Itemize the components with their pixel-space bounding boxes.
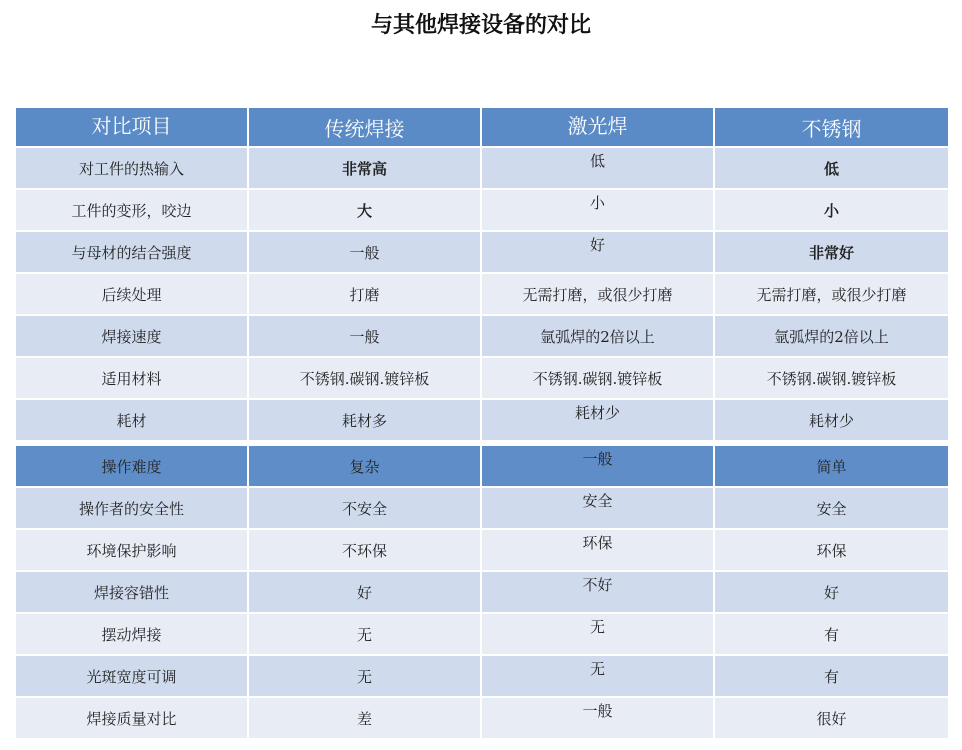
table-cell: 非常好 (808, 243, 854, 262)
table-row (16, 488, 948, 530)
table-cell: 小 (482, 190, 715, 230)
table-cell: 差 (249, 698, 482, 738)
table-cell: 一般 (249, 316, 482, 356)
table-cell: 很好 (816, 709, 847, 728)
table-row (16, 148, 948, 190)
table-cell: 不锈钢.碳钢.镀锌板 (249, 358, 482, 398)
table-row (16, 274, 948, 316)
table-cell: 操作者的安全性 (16, 488, 249, 528)
table-cell: 无需打磨，或很少打磨 (756, 285, 907, 304)
table-row (16, 698, 948, 740)
table-row (16, 358, 948, 400)
table-cell: 不安全 (249, 488, 482, 528)
comparison-table (16, 108, 948, 740)
table-cell: 低 (482, 148, 715, 188)
table-cell: 适用材料 (16, 358, 249, 398)
table-cell: 打磨 (249, 274, 482, 314)
table-cell: 后续处理 (16, 274, 249, 314)
table-cell: 环境保护影响 (16, 530, 249, 570)
table-cell: 焊接质量对比 (16, 698, 249, 738)
table-cell: 氩弧焊的2倍以上 (774, 327, 889, 346)
table-cell: 操作难度 (16, 446, 249, 486)
table-cell: 无需打磨，或很少打磨 (482, 274, 715, 314)
table-cell: 一般 (249, 232, 482, 272)
table-cell: 无 (249, 656, 482, 696)
table-cell: 小 (823, 201, 839, 220)
header-cell: 不锈钢 (801, 116, 862, 141)
table-cell: 一般 (482, 446, 715, 486)
table-cell: 与母材的结合强度 (16, 232, 249, 272)
table-row (16, 656, 948, 698)
table-cell: 对工件的热输入 (16, 148, 249, 188)
table-cell: 光斑宽度可调 (16, 656, 249, 696)
table-cell: 不环保 (249, 530, 482, 570)
table-cell: 好 (482, 232, 715, 272)
table-cell: 不锈钢.碳钢.镀锌板 (482, 358, 715, 398)
table-cell: 耗材 (16, 400, 249, 440)
table-cell: 好 (823, 583, 839, 602)
table-row (16, 190, 948, 232)
table-cell: 简单 (816, 457, 847, 476)
table-cell: 大 (249, 190, 482, 230)
table-cell: 摆动焊接 (16, 614, 249, 654)
table-cell: 环保 (816, 541, 847, 560)
table-cell: 焊接速度 (16, 316, 249, 356)
table-row (16, 400, 948, 442)
table-cell: 有 (823, 667, 839, 686)
table-cell: 好 (249, 572, 482, 612)
table-cell: 无 (249, 614, 482, 654)
table-cell: 焊接容错性 (16, 572, 249, 612)
table-row (16, 232, 948, 274)
table-cell: 工件的变形，咬边 (16, 190, 249, 230)
table-row (16, 530, 948, 572)
table-cell: 一般 (482, 698, 715, 738)
table-cell: 耗材多 (249, 400, 482, 440)
table-cell: 有 (823, 625, 839, 644)
table-cell: 不好 (482, 572, 715, 612)
table-cell: 安全 (482, 488, 715, 528)
table-cell: 低 (823, 159, 839, 178)
table-cell: 安全 (816, 499, 847, 518)
header-cell: 激光焊 (482, 108, 715, 146)
table-cell: 氩弧焊的2倍以上 (482, 316, 715, 356)
header-cell: 传统焊接 (249, 108, 482, 146)
table-row (16, 442, 948, 488)
table-header-row (16, 108, 948, 148)
table-cell: 耗材少 (808, 411, 854, 430)
table-cell: 环保 (482, 530, 715, 570)
table-row (16, 614, 948, 656)
table-cell: 不锈钢.碳钢.镀锌板 (766, 369, 897, 388)
table-cell: 耗材少 (482, 400, 715, 440)
page-title: 与其他焊接设备的对比 (370, 13, 591, 38)
table-row (16, 572, 948, 614)
table-cell: 复杂 (249, 446, 482, 486)
table-cell: 非常高 (249, 148, 482, 188)
table-row (16, 316, 948, 358)
header-cell: 对比项目 (16, 108, 249, 146)
table-cell: 无 (482, 614, 715, 654)
table-cell: 无 (482, 656, 715, 696)
